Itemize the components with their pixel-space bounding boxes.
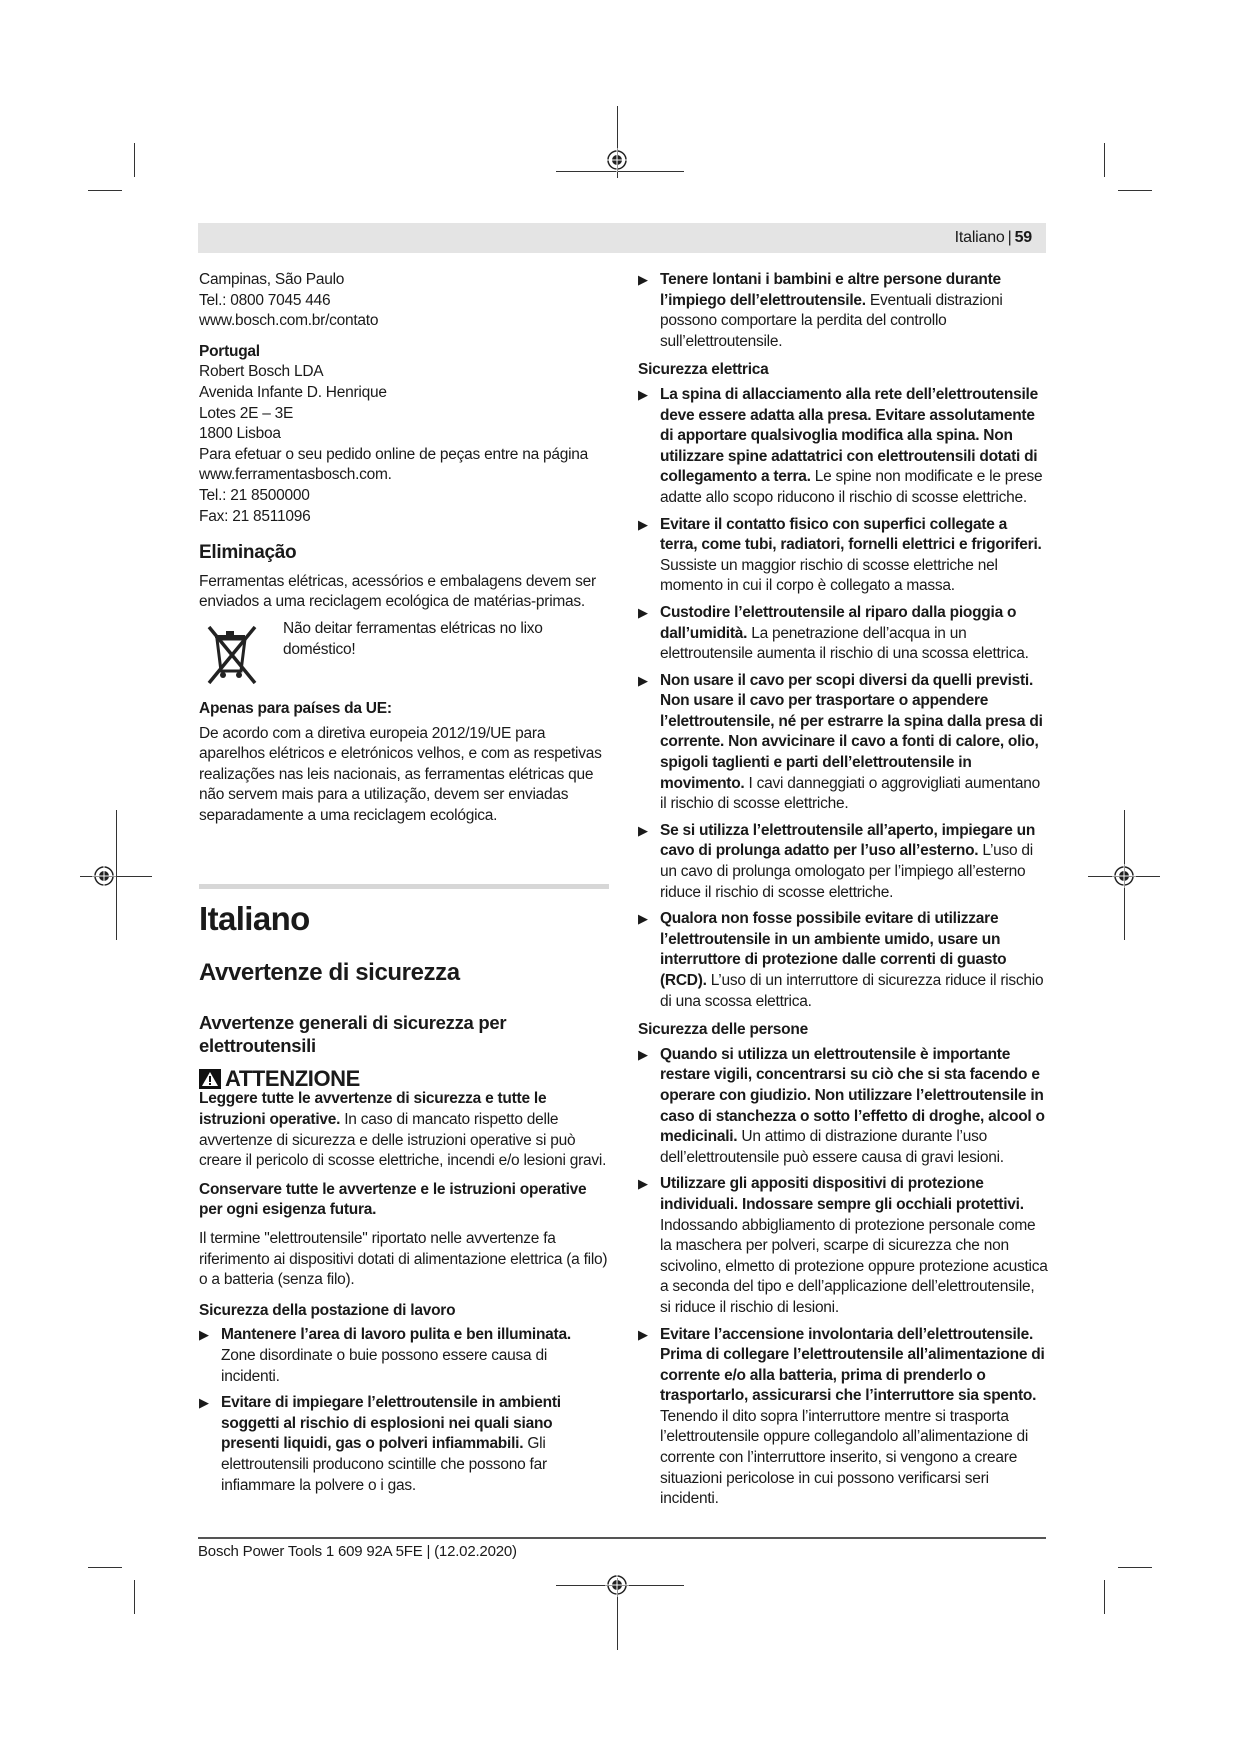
crop-mark <box>1118 1567 1152 1568</box>
paragraph: Ferramentas elétricas, acessórios e embalagens devem ser enviados a uma reciclagem ecológica de matérias-primas. <box>199 572 596 611</box>
footer-divider <box>198 1537 1046 1539</box>
address-line: Avenida Infante D. Henrique <box>199 383 387 401</box>
triangle-right-icon: ▶ <box>638 822 648 838</box>
crop-mark <box>1118 190 1152 191</box>
crop-mark <box>134 143 135 177</box>
subheading: Sicurezza delle persone <box>638 1021 808 1039</box>
header-label: Italiano | 59 <box>954 229 1032 246</box>
registration-mark-icon <box>605 1573 629 1597</box>
crop-mark <box>1104 1580 1105 1614</box>
list-item <box>638 515 1048 597</box>
warning-badge <box>199 1067 360 1091</box>
list-item-lead: Evitare il contatto fisico con superfici collegate a terra, come tubi, radiatori, fornelli elettrici e frigoriferi. <box>660 515 1042 554</box>
triangle-right-icon: ▶ <box>638 516 648 532</box>
list-item <box>638 1045 1048 1169</box>
warning-triangle-icon <box>199 1069 221 1089</box>
list-item <box>638 603 1048 665</box>
list-item-lead: Qualora non fosse possibile evitare di utilizzare l’elettroutensile in un ambiente umido, usare un interruttore di protezione dalle correnti di guasto (RCD). <box>660 910 1007 989</box>
list-item <box>199 1325 609 1387</box>
list-item <box>199 1393 609 1496</box>
list-item-text: L’uso di un interruttore di sicurezza riduce il rischio di una scossa elettrica. <box>660 972 1044 1010</box>
address-portugal <box>199 342 609 527</box>
list-item-text: Sussiste un maggior rischio di scosse elettriche nel momento in cui il corpo è collegato a massa. <box>660 556 998 595</box>
crossed-bin-icon <box>199 621 263 685</box>
subheading: Sicurezza della postazione di lavoro <box>199 1301 456 1319</box>
section-heading: Eliminação <box>199 542 297 564</box>
list-item-text: Indossando abbigliamento di protezione personale come la maschera per polveri, scarpe di sicurezza che non scivolino, elmetto di protezione oppure protezione acustica a seconda del tipo e dell’applicazione dell’elettroutensile, si riduce il rischio di lesioni. <box>660 1216 1048 1316</box>
crop-mark <box>134 1580 135 1614</box>
address-line: Para efetuar o seu pedido online de peças entre na página <box>199 445 589 463</box>
address-line: Fax: 21 8511096 <box>199 507 311 525</box>
crop-mark <box>80 876 152 877</box>
address-line: www.bosch.com.br/contato <box>199 312 379 330</box>
disposal-notice <box>199 619 609 685</box>
language-divider <box>199 884 609 889</box>
address-line: Tel.: 21 8500000 <box>199 486 310 504</box>
list-item-lead: Tenere lontani i bambini e altre persone durante l’impiego dell’elettroutensile. <box>660 271 1001 309</box>
paragraph: De acordo com a diretiva europeia 2012/19/UE para aparelhos elétricos e eletrónicos velhos, e com as respetivas realizações nas leis nacionais, as ferramentas elétricas que não servem mais para a utilização, devem ser enviadas separadamente a uma reciclagem ecológica. <box>199 724 602 824</box>
triangle-right-icon: ▶ <box>638 1326 648 1342</box>
list-item-text: I cavi danneggiati o aggrovigliati aumentano il rischio di scosse elettriche. <box>660 774 1040 813</box>
address-line: Campinas, São Paulo <box>199 271 345 288</box>
triangle-right-icon: ▶ <box>638 272 648 287</box>
header-section: Italiano <box>954 229 1005 246</box>
registration-mark-icon <box>1112 864 1136 888</box>
warning-body: In caso di mancato rispetto delle avvertenze di sicurezza e delle istruzioni operative si può creare il pericolo di scosse elettriche, incendi e/o lesioni gravi. <box>199 1111 607 1170</box>
list-item-lead: Quando si utilizza un elettroutensile è importante restare vigili, concentrarsi su ciò che si sta facendo e operare con giudizio. Non utilizzare l’elettroutensile in caso di stanchezza o sotto l’effetto di droghe, alcool o medicinali. <box>660 1045 1045 1146</box>
list-item-lead: Evitare di impiegare l’elettroutensile in ambienti soggetti al rischio di esplosioni nei quali siano presenti liquidi, gas o polveri infiammabili. <box>221 1394 561 1453</box>
address-brazil <box>199 270 609 332</box>
page-header <box>198 223 1046 253</box>
language-title: Italiano <box>199 900 310 938</box>
list-item <box>638 270 1048 352</box>
triangle-right-icon: ▶ <box>638 1046 648 1062</box>
list-item <box>638 1325 1048 1510</box>
triangle-right-icon: ▶ <box>638 911 648 927</box>
warning-text <box>199 1089 609 1171</box>
registration-mark-icon <box>605 148 629 172</box>
warning-block <box>199 1067 609 1091</box>
list-item-lead: La spina di allacciamento alla rete dell’elettroutensile deve essere adatta alla presa. Evitare assolutamente di apportare qualsivoglia modifica alla spina. Non utilizzare spine adattatrici con elettroutensili dotati di collegamento a terra. <box>660 385 1038 486</box>
triangle-right-icon: ▶ <box>638 1176 648 1192</box>
address-line: www.ferramentasbosch.com. <box>199 466 392 484</box>
subheading: Apenas para países da UE: <box>199 699 392 717</box>
list-item-lead: Mantenere l’area di lavoro pulita e ben illuminata. <box>221 1326 571 1344</box>
address-line: Lotes 2E – 3E <box>199 404 294 422</box>
crop-mark <box>116 810 117 940</box>
left-column <box>199 270 609 1502</box>
list-item-lead: Non usare il cavo per scopi diversi da quelli previsti. Non usare il cavo per trasportare o appendere l’elettroutensile, né per estrarre la spina dalla presa di corrente. Non avvicinare il cavo a fonti di calore, olio, spigoli taglienti e parti dell’elettroutensile in movimento. <box>660 671 1043 792</box>
warning-lead: Leggere tutte le avvertenze di sicurezza e tutte le istruzioni operative. <box>199 1090 547 1129</box>
triangle-right-icon: ▶ <box>199 1327 209 1343</box>
list-item-text: Le spine non modificate e le prese adatte allo scopo riducono il rischio di scosse elettriche. <box>660 468 1043 506</box>
crop-mark <box>88 190 122 191</box>
triangle-right-icon: ▶ <box>199 1395 209 1411</box>
triangle-right-icon: ▶ <box>638 386 648 402</box>
list-item-text: Tenendo il dito sopra l’interruttore mentre si trasporta l’elettroutensile oppure collegandolo all’alimentazione di corrente con l’interruttore inserito, si vengono a creare situazioni pericolose in cui possono verificarsi seri incidenti. <box>660 1407 1029 1508</box>
list-item-text: Eventuali distrazioni possono comportare la perdita del controllo sull’elettroutensile. <box>660 291 1003 350</box>
crop-mark <box>1104 143 1105 177</box>
address-line: 1800 Lisboa <box>199 425 281 443</box>
address-line: Robert Bosch LDA <box>199 363 324 381</box>
page-footer: Bosch Power Tools 1 609 92A 5FE | (12.02.2020) <box>198 1543 517 1560</box>
triangle-right-icon: ▶ <box>638 604 648 620</box>
disposal-text: Não deitar ferramentas elétricas no lixo doméstico! <box>283 619 543 658</box>
list-item-lead: Se si utilizza l’elettroutensile all’aperto, impiegare un cavo di prolunga adatto per l’uso all’esterno. <box>660 821 1036 860</box>
list-item <box>638 909 1048 1012</box>
subsection-heading: Avvertenze generali di sicurezza per elettroutensili <box>199 1012 507 1057</box>
list-item <box>638 821 1048 903</box>
list-item-text: Gli elettroutensili producono scintille che possono far infiammare la polvere o i gas. <box>221 1435 547 1494</box>
list-item-text: La penetrazione dell’acqua in un elettroutensile aumenta il rischio di una scossa elettrica. <box>660 624 1029 663</box>
triangle-right-icon: ▶ <box>638 672 648 688</box>
paragraph: Il termine "elettroutensile" riportato nelle avvertenze fa riferimento ai dispositivi dotati di alimentazione elettrica (a filo) o a batteria (senza filo). <box>199 1230 608 1289</box>
crop-mark <box>88 1567 122 1568</box>
address-title: Portugal <box>199 342 260 360</box>
registration-mark-icon <box>92 864 116 888</box>
list-item-text: L’uso di un cavo di prolunga omologato per l’impiego all’esterno riduce il rischio di scosse elettriche. <box>660 842 1034 901</box>
subheading: Sicurezza elettrica <box>638 361 769 379</box>
list-item-text: Zone disordinate o buie possono essere causa di incidenti. <box>221 1347 548 1385</box>
paragraph: Conservare tutte le avvertenze e le istruzioni operative per ogni esigenza futura. <box>199 1180 587 1219</box>
list-item <box>638 671 1048 815</box>
warning-label: ATTENZIONE <box>225 1066 360 1092</box>
list-item-lead: Utilizzare gli appositi dispositivi di protezione individuali. Indossare sempre gli occhiali protettivi. <box>660 1175 1024 1213</box>
list-item-lead: Evitare l’accensione involontaria dell’elettroutensile. Prima di collegare l’elettroutensile all’alimentazione di corrente e/o alla batteria, prima di prenderlo o trasportarlo, assicurarsi che l’interruttore sia spento. <box>660 1325 1045 1405</box>
address-line: Tel.: 0800 7045 446 <box>199 291 331 309</box>
list-item-text: Un attimo di distrazione durante l’uso dell’elettroutensile può essere causa di gravi lesioni. <box>660 1128 1004 1166</box>
list-item <box>638 385 1048 509</box>
list-item-lead: Custodire l’elettroutensile al riparo dalla pioggia o dall’umidità. <box>660 603 1017 642</box>
page-number: 59 <box>1014 229 1032 246</box>
list-item <box>638 1174 1048 1318</box>
right-column <box>638 270 1048 1516</box>
section-heading: Avvertenze di sicurezza <box>199 959 460 987</box>
